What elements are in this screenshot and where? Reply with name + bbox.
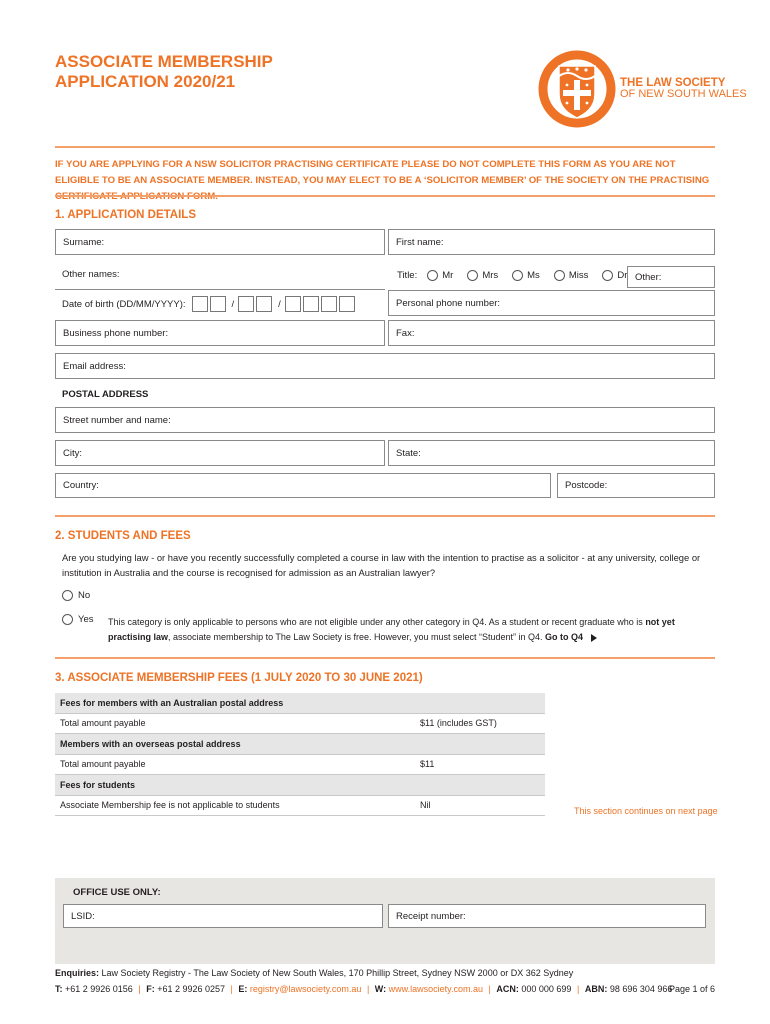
fees-row: Total amount payable $11 (includes GST): [55, 714, 545, 735]
postal-address-heading: POSTAL ADDRESS: [62, 389, 149, 400]
section-heading-students-fees: 2. STUDENTS AND FEES: [55, 530, 191, 542]
student-no-option: No: [62, 590, 90, 601]
website-link[interactable]: www.lawsociety.com.au: [386, 984, 484, 994]
divider: [55, 657, 715, 659]
personal-phone-field[interactable]: Personal phone number:: [388, 290, 715, 316]
state-field[interactable]: State:: [388, 440, 715, 466]
surname-field[interactable]: Surname:: [55, 229, 385, 255]
business-phone-field[interactable]: Business phone number:: [55, 320, 385, 346]
dob-month-1[interactable]: [238, 296, 254, 312]
email-field[interactable]: Email address:: [55, 353, 715, 379]
title-mrs-radio[interactable]: [467, 270, 478, 281]
divider: [55, 195, 715, 197]
dob-day-1[interactable]: [192, 296, 208, 312]
student-note: This category is only applicable to persons who are not eligible under any other category in Q4. As a student or recent graduate who is not yet practising law, associate membership to The Law Society is free. However, you must select “Student” in Q4. Go to Q4: [108, 617, 675, 642]
fees-row: Total amount payable $11: [55, 755, 545, 776]
first-name-field[interactable]: First name:: [388, 229, 715, 255]
date-of-birth-row: Date of birth (DD/MM/YYYY): / /: [62, 295, 357, 313]
dob-year-1[interactable]: [285, 296, 301, 312]
country-field[interactable]: Country:: [55, 473, 551, 498]
city-field[interactable]: City:: [55, 440, 385, 466]
eligibility-warning: IF YOU ARE APPLYING FOR A NSW SOLICITOR PRACTISING CERTIFICATE PLEASE DO NOT COMPLETE THIS FORM AS YOU ARE NOT ELIGIBLE TO BE AN ASSOCIATE MEMBER. INSTEAD, YOU MAY ELECT TO BE A ‘SOLICITOR MEMBER’ OF THE SOCIETY ON THE PRACTISING: [55, 159, 710, 186]
student-no-radio[interactable]: [62, 590, 73, 601]
student-yes-option: Yes: [62, 614, 94, 625]
other-names-field[interactable]: [55, 289, 385, 290]
lsid-field[interactable]: LSID:: [63, 904, 383, 928]
continues-note: This section continues on next page: [574, 806, 718, 816]
dob-year-3[interactable]: [321, 296, 337, 312]
law-society-crest-logo: [537, 50, 617, 128]
title-options: Title: Mr Mrs Ms Miss Dr: [397, 269, 628, 281]
student-yes-radio[interactable]: [62, 614, 73, 625]
section-heading-application-details: 1. APPLICATION DETAILS: [55, 209, 196, 221]
office-use-heading: OFFICE USE ONLY:: [73, 887, 161, 898]
other-names-label: Other names:: [62, 269, 120, 280]
title-ms-radio[interactable]: [512, 270, 523, 281]
dob-year-4[interactable]: [339, 296, 355, 312]
fees-group-header: Fees for students: [55, 775, 545, 796]
fees-group-header: Members with an overseas postal address: [55, 734, 545, 755]
divider: [55, 515, 715, 517]
receipt-number-field[interactable]: Receipt number:: [388, 904, 706, 928]
street-field[interactable]: Street number and name:: [55, 407, 715, 433]
page-number: Page 1 of 6: [668, 984, 715, 994]
divider: [55, 146, 715, 148]
title-miss-radio[interactable]: [554, 270, 565, 281]
logo-wordmark: THE LAW SOCIETY OF NEW SOUTH WALES: [620, 77, 747, 100]
fees-row: Associate Membership fee is not applicable to students Nil: [55, 796, 545, 817]
page-title: ASSOCIATE MEMBERSHIP APPLICATION 2020/21: [55, 52, 273, 91]
title-other-field[interactable]: Other:: [627, 266, 715, 288]
dob-month-2[interactable]: [256, 296, 272, 312]
dob-year-2[interactable]: [303, 296, 319, 312]
title-dr-radio[interactable]: [602, 270, 613, 281]
footer-contacts: T: +61 2 9926 0156 | F: +61 2 9926 0257 | E: registry@lawsociety.com.au | W: www.lawsociety.com.au | ACN: 000 000 699 | ABN: 98 696 304 966: [55, 984, 673, 994]
arrow-right-icon: [590, 634, 598, 642]
dob-day-2[interactable]: [210, 296, 226, 312]
title-mr-radio[interactable]: [427, 270, 438, 281]
postcode-field[interactable]: Postcode:: [557, 473, 715, 498]
fax-field[interactable]: Fax:: [388, 320, 715, 346]
footer-enquiries: Enquiries: Law Society Registry - The Law Society of New South Wales, 170 Phillip Street, Sydney NSW 2000 or DX 362 Sydney: [55, 968, 574, 978]
email-link[interactable]: registry@lawsociety.com.au: [247, 984, 362, 994]
section-heading-fees: 3. ASSOCIATE MEMBERSHIP FEES (1 JULY 2020 TO 30 JUNE 2021): [55, 672, 423, 684]
office-use-panel: [55, 878, 715, 964]
fees-table: [55, 693, 545, 816]
go-to-q4-link[interactable]: Go to Q4: [545, 632, 584, 642]
fees-group-header: Fees for members with an Australian postal address: [55, 693, 545, 714]
student-question: Are you studying law - or have you recently successfully completed a course in law with the intention to practise as a solicitor - at any university, college or institution in Australia and the course is recognised for admission as an Australian lawyer?: [62, 552, 701, 578]
